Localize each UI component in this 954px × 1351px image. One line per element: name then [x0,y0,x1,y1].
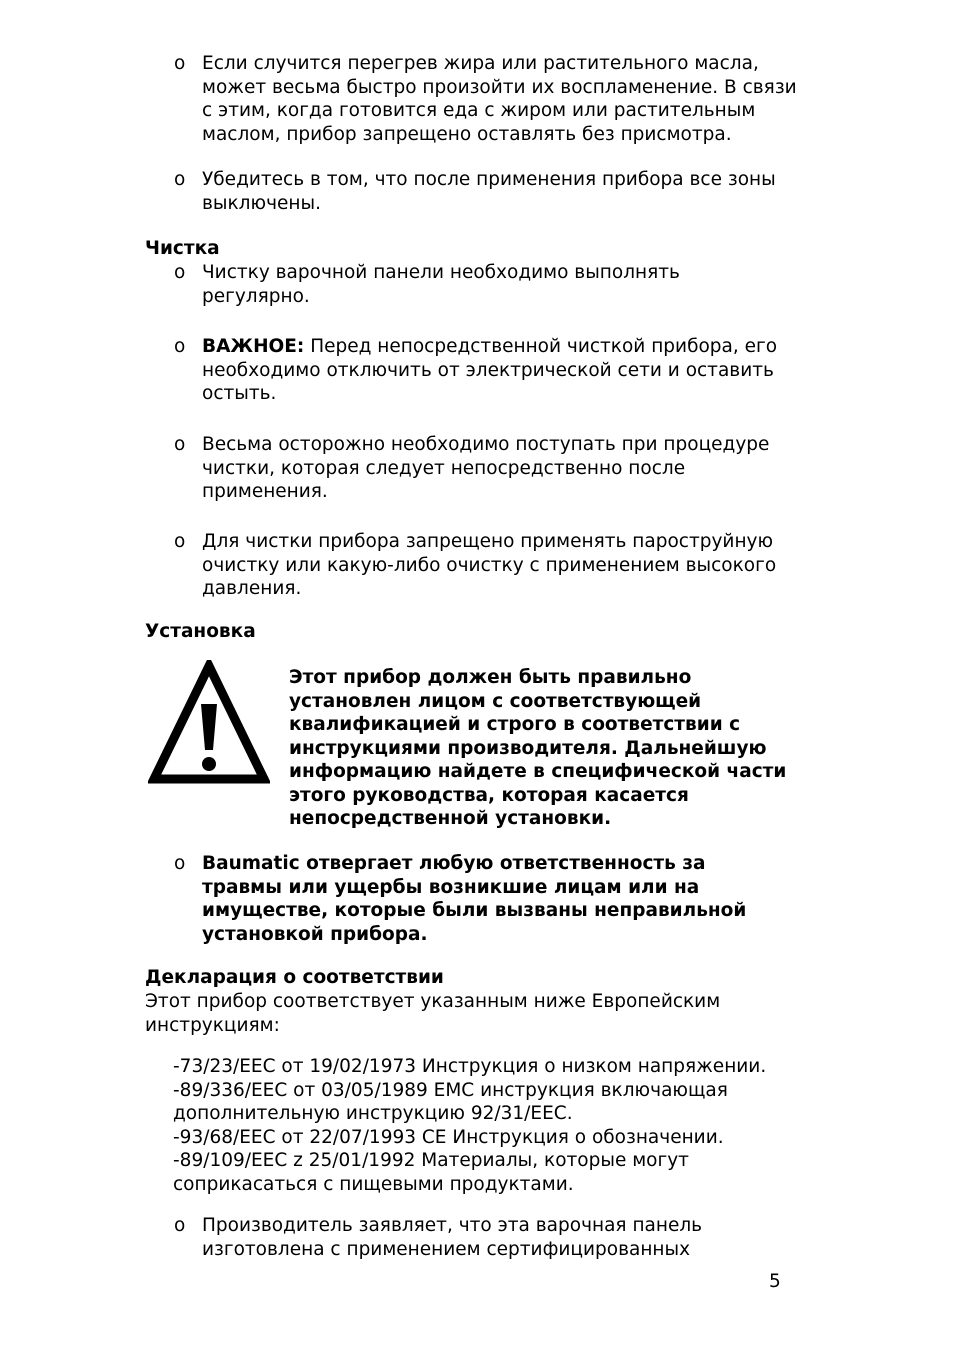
section-heading-declaration: Декларация о соответствии [145,967,444,988]
list-item [174,261,814,308]
bullet-text: Весьма осторожно необходимо поступать при процедуре чистки, которая следует непосредственно после применения. [202,434,770,502]
declaration-intro: Этот прибор соответствует указанным ниже Европейским инструкциям: [145,991,721,1036]
bullet-text: Чистку варочной панели необходимо выполнять регулярно. [202,262,680,307]
list-item [174,1214,814,1261]
bullet-text: Производитель заявляет, что эта варочная панель изготовлена с применением сертифицированных [202,1215,703,1260]
section-heading-installation: Установка [145,621,256,642]
bullet-text [202,335,814,406]
list-item [174,52,814,146]
bullet-text: Для чистки прибора запрещено применять пароструйную очистку или какую-либо очистку с применением высокого давления. [202,531,777,599]
list-item [174,168,814,215]
bullet-marker: o [174,1215,186,1236]
bullet-text: Baumatic отвергает любую ответственность за травмы или ущербы возникшие лицам или на имуществе, которые были вызваны неправильной установкой прибора. [202,853,747,945]
bullet-text: Если случится перегрев жира или растительного масла, может весьма быстро произойти их воспламенение. В связи с этим, когда готовится еда с жиром или растительным маслом, прибор запрещено оставлять без присмотра. [202,53,797,145]
bullet-marker: o [174,531,186,552]
list-item [174,530,814,601]
bullet-text: Убедитесь в том, что после применения прибора все зоны выключены. [202,169,776,214]
important-label: ВАЖНОЕ: [202,336,305,357]
bullet-marker: o [174,169,186,190]
list-item [174,433,814,504]
directive-list: -73/23/EEC от 19/02/1973 Инструкция о низком напряжении. -89/336/EEC от 03/05/1989 EMC инструкция включающая дополнительную инструкцию 92/31/EEC. -93/68/EEC от 22/07/1993 CE Инструкция о обозначении. -89/109/EEC z 25/01/1992 Материалы, которые могут соприкасаться с пищевыми продуктами. [173,1056,767,1195]
list-item [174,852,814,946]
bullet-marker: o [174,336,186,357]
warning-triangle-icon [148,660,270,784]
bullet-marker: o [174,262,186,283]
important-text: Перед непосредственной чисткой прибора, его необходимо отключить от электрической сети и оставить остыть. [202,336,778,404]
list-item [174,335,814,406]
bullet-marker: o [174,53,186,74]
installation-warning-text: Этот прибор должен быть правильно установлен лицом с соответствующей квалификацией и строго в соответствии с инструкциями производителя. Дальнейшую информацию найдете в специфической части этого руководства, которая касается непосредственной установки. [289,667,787,829]
bullet-marker: o [174,853,186,874]
bullet-marker: o [174,434,186,455]
page-number: 5 [769,1271,781,1292]
section-heading-cleaning: Чистка [145,238,220,259]
